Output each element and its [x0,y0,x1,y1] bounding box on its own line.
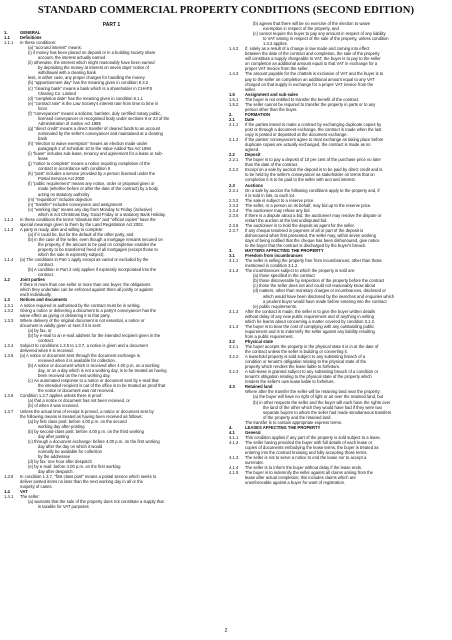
clause-text: completion it is to be paid to the seller with accrued interest. [245,177,356,183]
clause-number: 1.1.4 [4,257,14,263]
clause-text: separate buyers to whom the seller had made simultaneous transfers [263,409,392,415]
clause-text: Unless the actual time of receipt is proved, a notice or document sent by [20,408,154,414]
clause-text: copies of documents embodying the lease terms, the buyer is treated as [245,444,379,450]
clause-text: (b) those discoverable by inspection of the property before the contract [253,278,385,284]
clause-text: If there is a dispute about a bid, the auctioneer may resolve the dispute or [245,212,382,218]
clause-text: Joint parties [20,277,45,283]
clause-text: Notices and documents [20,297,68,303]
clause-number: 3.2.1 [229,344,239,349]
clause-text: If any cheque tendered in payment of all or part of the deposit is [245,227,364,233]
clause-number: 2.3.5 [229,212,239,218]
clause-text: The buyer is to pay a deposit of 10 per cent of the purchase price no later [245,157,381,163]
clause-text: day after posting [38,433,69,439]
clause-text: a prudent buyer would have made before entering into the contract [263,298,387,304]
clause-text: The buyer is not entitled to transfer the benefit of the contract. [245,96,360,102]
clause-number [4,504,20,509]
clause-text: lease after actual completion; this includes claims which are [245,475,356,481]
clause-text: (a) by first class post: before 4.00 p.m. on the second [28,418,127,424]
clause-text: condition or tenant's obligation relating to the physical state of the [245,359,367,365]
clause-text: (c) An automated response to a notice or document sent by e-mail that [28,378,159,384]
clause-text: (a) by fax, or [28,327,52,333]
clause-text: special meanings given to them by the Land Registration Act 2002. [20,221,144,227]
clause-text: In these conditions the terms "absolute title" and "official copies" have the [20,216,156,222]
clause-text: acting on statutory authority [38,191,90,197]
clause-number: 2.3.7 [229,227,239,233]
clause-text: The buyer is to bear the cost of complying with any outstanding public [245,323,375,329]
clause-number: 1.2 [4,277,10,283]
clause-text: If, solely as a result of a change in law made and coming into effect [245,46,370,52]
document-title: STANDARD COMMERCIAL PROPERTY CONDITIONS (SECOND EDITION) [37,5,415,16]
clause-number: 2.1.1 [229,121,239,127]
clause-text: (b) by e-mail to an e-mail address for the intended recipient given in the [28,332,161,338]
clause-number: 2.3 [229,182,235,188]
clause-text: MATTERS AFFECTING THE PROPERTY [245,248,324,254]
clause-text: VAT [20,489,28,495]
clause-number: 4.1.4 [229,465,239,471]
clause-text: person other than the buyer. [245,106,298,112]
clause-number: 1.1 [4,35,10,41]
clause-text: the notice or document was not received. [38,388,115,394]
clause-text: This condition applies if any part of the property is sold subject to a lease. [245,434,381,440]
clause-text: by depositing the money at interest on seven days' notice of [38,65,149,71]
clause-text: by the addressee [38,453,71,459]
clause-text: (a) "accrued interest" means: [28,45,82,51]
clause-text: Except on a sale by auction the deposit is to be paid by direct credit and is [245,167,383,173]
clause-text: Retained land [245,384,273,390]
clause-text: working day after posting [38,423,85,429]
clause-text: it is sold in lots, to each lot. [245,192,296,198]
clause-text: deliver posted items no later than the next working day in all or the [20,479,143,485]
clause-number: 3.1.3 [229,308,239,314]
clause-text: day, or on a day which is not a working day, is to be treated as having [38,368,167,374]
clause-number: 4. [229,424,233,430]
clause-text: nominated by the seller's conveyancer and maintained at a clearing [38,130,163,136]
clause-text: If the parties' conveyancers agree to treat exchange as taking place before [245,137,384,143]
clause-text: The seller cannot be required to transfer the property in parts or to any [245,101,376,107]
clause-number: 1.4.1 [4,494,14,500]
clause-text: requirement and is to indemnify the seller against any liability resulting [245,328,375,334]
clause-number: 1.1.3 [4,226,14,232]
clause-number: 2.3.6 [229,222,239,228]
clause-text: The buyer is to indemnify the seller against all claims arising from the [245,470,374,476]
clause-text: (d) "completion date" has the meaning given in condition 6.1.1 [28,95,143,101]
clause-text: force [38,105,48,111]
clause-text: without delay of any new public requirement and of anything in writing [245,313,374,319]
clause-text: account, the interest actually earned [38,55,106,61]
clause-text: (a) those specified in the contract [253,273,315,279]
clause-number: 1.5 [229,91,235,97]
clause-text: on completion an additional amount equal to that VAT in exchange for a [245,61,378,67]
clause-text: same effect as giving or delivering it to that party. [20,312,111,318]
clause-number: 2.3.3 [229,202,239,208]
clause-text: A notice required or authorised by the contract must be in writing. [20,302,141,308]
clause-number: 1.3.5 [4,353,14,358]
clause-text: which is not Christmas Day, Good Friday or a statutory Bank Holiday. [38,211,166,217]
clause-number: 1.3.4 [4,342,14,348]
clause-text: (h) "election to waive exemption" means an election made under [28,141,148,147]
clause-number: 3. [229,248,233,254]
clause-text: The amount payable for the chattels is exclusive of VAT and the buyer is to [245,71,384,77]
clause-text: entering into the contract knowing and fully accepting those terms. [245,449,368,455]
clause-text: (a) A notice or document sent through the document exchange is [20,353,140,358]
clause-number: 2.3.1 [229,187,239,193]
clause-text: (b) agrees that there will be no exercise of the election to waive [253,21,371,26]
clause-text: document is validly given or sent if it is sent: [20,322,102,328]
clause-text: FORMATION [245,111,271,117]
clause-text: A leasehold property is sold subject to any subsisting breach of a [245,354,366,360]
clause-number: 3.2.2 [229,354,239,360]
clause-number: 2.2.1 [229,157,239,163]
clause-text: (o) "working day" means any day from Monday to Friday (inclusive) [28,206,153,212]
clause-text: (b) by second-class post: before 4.00 p.m. on the third working [28,428,144,434]
clause-text: (b) "apportionment day" has the meaning given in condition 8.3.2 [28,80,149,86]
clause-number: 3.1.2 [229,268,239,274]
clause-text: (a) The conditions in Part 1 apply except as varied or excluded by the [20,257,149,263]
clause-text: The buyer accepts the property in the physical state it is in at the date of [245,344,379,349]
clause-text: withdrawal with a clearing bank [38,70,96,76]
text-line [4,504,219,509]
clause-number: 3.1.1 [229,258,239,264]
clause-text: delivered when it is received. [20,347,74,353]
clause-text: After the contract is made, the seller is to give the buyer written details [245,308,376,314]
clause-text: (c) "clearing bank" means a bank which is a shareholder in CHAPS [28,85,153,91]
clause-text: If the parties intend to make a contract by exchanging duplicate copies by [245,121,382,127]
clause-text: contract. [38,272,55,278]
clause-text: duplicate copies are actually exchanged, the contract is made as so [245,142,371,148]
clause-text: Condition 1.3.7 applies unless there is proof: [20,393,103,399]
clause-text: is taxable for VAT purposes [38,504,89,510]
clause-text: Auctions [245,182,263,188]
clause-text: (b) A notice or document which is received after 4.00 p.m. on a working [28,363,160,369]
clause-text: The seller, or a person on its behalf, may bid up to the reserve price. [245,202,372,208]
clause-text: the following means is treated as having been received as follows: [20,413,143,419]
clause-number: 1.3.2 [4,307,14,313]
clause-text: which they undertake can be enforced against them all jointly or against [20,287,153,293]
clause-number: 4.1.5 [229,470,239,476]
clause-text: contract. [38,337,55,343]
clause-text: Assignment and sub-sales [245,91,299,97]
clause-text: restart the auction at the last undisputed bid. [245,217,328,223]
clause-text: Administration of Justice Act 1985 [38,120,101,126]
clause-text: Physical state [245,338,273,344]
clause-text: Where delivery of the original document is not essential, a notice or [20,317,145,323]
clause-text: (i) if money has been placed on deposit or in a building society share [28,50,156,56]
clause-text: each individually. [20,292,52,298]
clause-number: 3.2 [229,338,235,344]
clause-number: 1.5.1 [229,96,239,102]
clause-text: from a public requirement. [245,333,294,339]
clause-number: 4.1.1 [229,434,239,440]
clause-text: (d) matters, other than monetary charges or incumbrances, disclosed or [253,288,386,294]
clause-number: 3.1.4 [229,323,239,329]
clause-number: 3.3 [229,384,235,390]
clause-text: In condition 1.3.7, "first class post" means a postal service which seeks to [20,474,157,480]
page-number: 2 [224,628,228,634]
clause-number: 1.3.8 [4,474,14,480]
clause-number: 3.1 [229,253,235,259]
clause-text: copy is posted or deposited at the document exchange. [245,132,348,138]
clause-text: (b) in the case of the seller, even though a mortgage remains secured on [28,236,163,242]
clause-text: to VAT arising in respect of the sale of the property, unless condition [263,36,389,42]
clause-number: 2.3.4 [229,207,239,213]
clause-text: (a) warrants that the sale of the property does not constitute a supply that [28,499,164,505]
clause-text: LEASES AFFECTING THE PROPERTY [245,424,321,430]
clause-number: 1.4 [4,489,10,495]
clause-text: The transfer is to contain appropriate express terms. [245,419,343,425]
clause-text: charged on that supply in exchange for a proper VAT invoice from the [245,81,374,87]
clause-number: 2.1 [229,116,235,122]
clause-text: (e) by e-mail: before 4.00 p.m. on the first working [28,464,121,470]
clause-number: 4.1 [229,429,235,435]
clause-text: GENERAL [20,30,41,35]
clause-text: The auctioneer is to hold the deposit as agent for the seller. [245,222,355,228]
clause-text: (l) "public requirement" means any notice, order or proposal given or [28,181,155,187]
clause-text: The seller is not to serve a notice to end the lease nor to accept a [245,455,367,461]
clause-text: renders the seller's own lease liable to forfeiture. [245,379,335,385]
clause-text: Clearing Co. Limited [38,90,76,96]
clause-text: mentioned in condition 3.1.2. [245,263,299,269]
clause-text: Postal Services Act 2000 [38,176,85,182]
clause-number: 1.3.6 [4,393,14,399]
left-column-text [4,30,219,509]
clause-text: (c) through a document exchange: before 4.00 p.m. on the first working [28,438,160,444]
clause-text: day after despatch. [38,469,74,475]
clause-text: to the buyer that the contract is discharged by the buyer's breach. [245,243,367,249]
clause-text: General [245,429,261,435]
clause-text: (e) public requirements. [253,303,297,309]
clause-text: (b) in other respects the seller and the buyer will each have the rights over [253,399,391,405]
clause-text: (a) that a notice or document has not been received, or [28,398,130,404]
clause-text: been received on the next working day. [38,373,111,379]
clause-text: which he learns about concerning a matter covered by condition 3.1.2. [245,318,376,324]
clause-number: 1.3.7 [4,408,14,414]
clause-text: of the property and the retained land. [263,414,332,420]
clause-text: The seller is selling the property free from incumbrances, other than those [245,258,382,264]
clause-number: 1.1.2 [4,216,14,222]
clause-text: (n) "transfer" includes conveyance and assignment [28,201,123,207]
clause-text: On a sale by auction the following conditions apply to the property and, if [245,187,380,193]
clause-text: surrender. [245,460,264,466]
clause-text: which would have been disclosed by the searches and enquiries which [263,293,395,299]
clause-text: (m) "requisition" includes objection [28,196,92,202]
clause-text: The seller having provided the buyer with full details of each lease or [245,439,373,445]
clause-text: proper VAT invoice from the seller. [245,66,309,72]
clause-number: 1.3 [4,297,10,303]
clause-text: (a) if it could be, but for the default of the other party, and [28,231,134,237]
clause-number: 2.3.2 [229,197,239,203]
clause-text: contract. [38,262,55,268]
clause-text: (a) the buyer will have no right of light or air over the retained land, but [253,394,384,400]
clause-text: unenforceable against a buyer for want of registration. [245,480,346,486]
clause-text: dishonoured when first presented, the seller may, within seven working [245,232,376,238]
clause-text: The sale is subject to a reserve price. [245,197,315,203]
clause-text: majority of cases. [20,484,53,490]
clause-text: day after the day on which it would [38,443,103,449]
clause-text: tenant's obligation relating to the physical state of the property which [245,374,372,380]
clause-text: pay to the seller on completion an additional amount equal to any VAT [245,76,375,82]
clause-number: 1.3.1 [4,302,14,308]
clause-text: 1.4.2 applies. [263,41,288,47]
clause-number: 2.2 [229,152,235,158]
clause-number: 1.4.3 [229,71,239,77]
text-line [229,480,444,485]
clause-text: seller. [245,86,256,92]
clause-number: 2.2.2 [229,167,239,173]
clause-number: 4.1.3 [229,455,239,461]
clause-text: exemption in respect of the property, and [263,26,339,32]
clause-text: lease [38,156,49,162]
clause-text: the intended recipient is out of the office is to be treated as proof that [38,383,166,389]
clause-text: paragraph 2 of Schedule 10 to the Value Added Tax Act 1994 [38,146,151,152]
clause-text: (j) "notice to complete" means a notice requiring completion of the [28,161,150,167]
clause-text: (c) those the seller does not and could not reasonably know about [253,283,376,289]
right-column-text [229,21,444,485]
clause-text: will constitute a supply chargeable to VAT, the buyer is to pay to the seller [245,56,381,62]
clause-text: Date [245,116,255,122]
clause-text: Definitions [20,35,42,41]
clause-number: 2. [229,111,233,117]
clause-text: A party is ready, able and willing to complete: [20,226,104,232]
clause-text: The seller: [20,494,40,500]
clause-text: made (whether before or after the date of the contract) by a body [38,186,159,192]
clause-text: bank [38,135,48,141]
clause-text: licensed conveyancer or recognised body under sections 9 or 23 of the [38,115,170,121]
clause-text: (d) by fax: one hour after despatch [28,458,93,464]
clause-text: (ii) otherwise, the interest which might reasonably have been earned [28,60,155,66]
clause-text: the contract unless the seller is building or converting it. [245,349,348,355]
clause-text: Giving a notice or delivering a document to a party's conveyancer has the [20,307,157,313]
clause-number: 2.1.2 [229,137,239,143]
clause-text: Deposit [245,152,261,158]
clause-number: 1.1.1 [4,40,14,46]
clause-text: Freedom from incumbrances [245,253,303,259]
clause-text: The seller is to inform the buyer without delay if the lease ends. [245,465,363,471]
clause-number: 1.5.2 [229,101,239,107]
clause-text: received when it is available for collection. [38,358,116,364]
left-column [4,21,219,509]
clause-text: The incumbrances subject to which the property is sold are: [245,268,356,274]
clause-text: The auctioneer may refuse any bid. [245,207,311,213]
clause-text: (c) cannot require the buyer to pay any amount in respect of any liability [253,31,386,37]
clause-text: (i) "lease" includes sub-lease, tenancy and agreement for a lease or sub- [28,151,163,157]
clause-text: Subject to conditions 1.3.5 to 1.3.7, a notice is given and a document [20,342,148,348]
clause-text: the property, if the amount to be paid on completion enables the [38,241,157,247]
clause-text: which the sale is expressly subject). [38,252,105,258]
clause-text: the land of the other which they would have had if they were two [263,404,382,410]
clause-text: (e) "contract rate" is the Law Society's interest rate from time to time in [28,100,159,106]
clause-number: 4.1.2 [229,439,239,445]
clause-text: normally be available for collection [38,448,103,454]
clause-text: (f) "conveyancer" means a solicitor, barrister, duly certified notary public, [28,110,162,116]
clause-number: 3.2.3 [229,369,239,375]
clause-text: property to be transferred freed of all mortgages (except those to [38,247,158,253]
clause-text: less, in either case, any proper charges for handling the money [28,75,145,81]
clause-number: 1.4.2 [229,46,239,52]
clause-text: than the date of the contract. [245,162,299,168]
right-column [229,21,444,485]
clause-text: agreed. [245,147,260,153]
clause-text: days of being notified that the cheque has been dishonoured, give notice [245,238,380,244]
clause-text: contract in accordance with condition 6 [38,166,111,172]
clause-text: (b) A condition in Part 2 only applies if expressly incorporated into the [28,267,157,273]
clause-text: In these conditions: [20,40,57,46]
part-label: PART 1 [102,22,121,28]
clause-text: (g) "direct credit" means a direct transfer of cleared funds to an account [28,125,161,131]
clause-number: 1. [4,30,8,35]
clause-text: to be held by the seller's conveyancer as stakeholder on terms that on [245,172,375,178]
clause-text: (b) of when it was received. [28,403,79,409]
clause-text: If there is more than one seller or more than one buyer, the obligations [20,282,151,288]
clause-text: Where after the transfer the seller will be retaining land near the property: [245,389,381,395]
clause-number [229,480,245,485]
clause-text: between the date of the contract and completion, the sale of the property [245,51,380,57]
clause-text: (k) "post" includes a service provided by a person licensed under the [28,171,156,177]
clause-text: A sub-lease is granted subject to any subsisting breach of a condition or [245,369,379,375]
clause-text: property which renders the lease liable to forfeiture. [245,364,341,370]
clause-text: post or through a document exchange, the contract is made when the last [245,126,382,132]
clause-number: 1.3.3 [4,317,14,323]
